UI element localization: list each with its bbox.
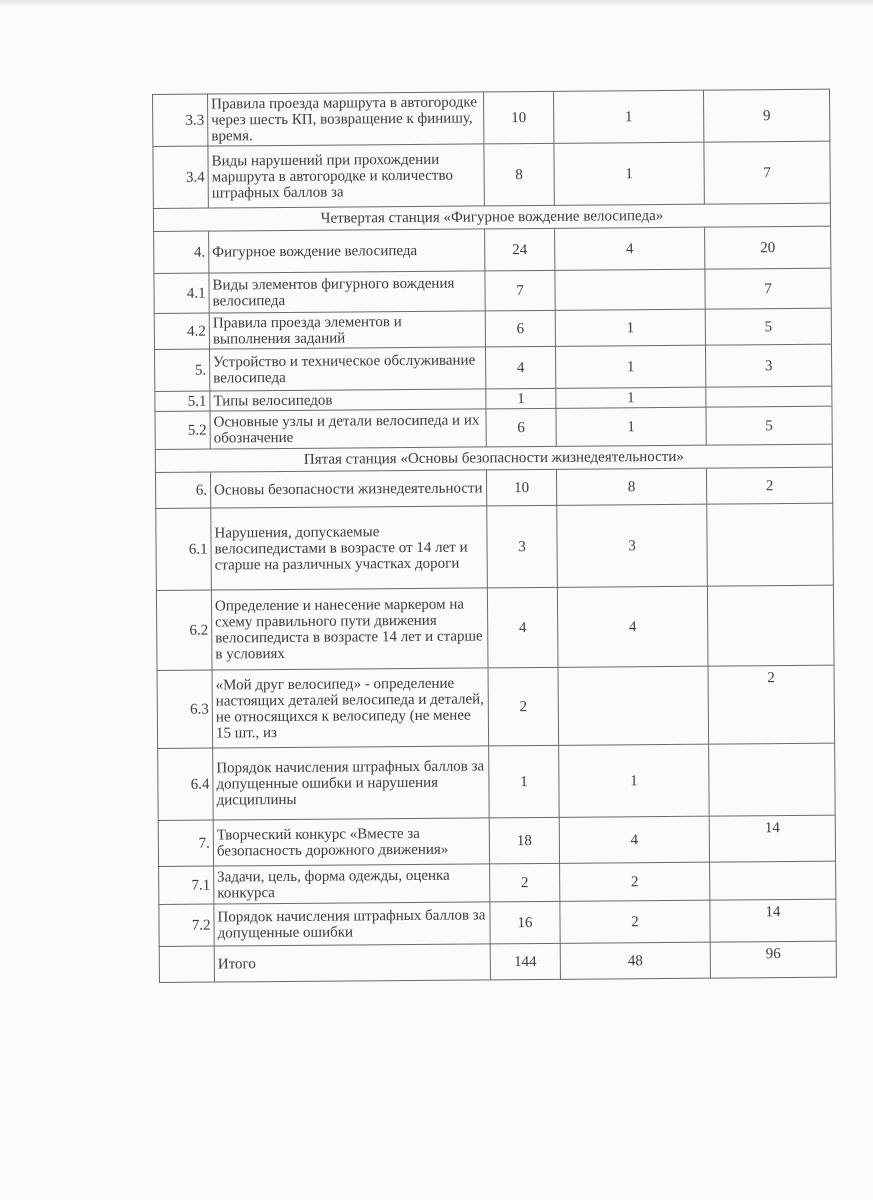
row-topic: Нарушения, допускаемые велосипедистами в возрасте от 14 лет и старше на различных участках дороги (211, 506, 488, 590)
table-row (159, 899, 836, 946)
row-theory-hours: 4 (555, 227, 705, 270)
row-total-hours: 6 (486, 408, 556, 447)
row-practice-hours: 7 (704, 141, 830, 204)
row-number: 4.2 (154, 313, 209, 349)
row-theory-hours: 1 (559, 744, 710, 817)
row-number: 7.1 (159, 866, 214, 904)
row-topic: Определение и нанесение маркером на схему правильного пути движения велосипедиста в возрасте 14 лет и старше в условиях (211, 588, 488, 670)
row-topic: Типы велосипедов (210, 389, 486, 411)
row-number: 6.3 (157, 670, 213, 748)
table-row (158, 815, 835, 866)
row-number: 5. (155, 349, 210, 391)
row-total-hours: 10 (486, 469, 556, 506)
row-practice-hours: 3 (705, 344, 831, 387)
row-total-hours: 16 (490, 901, 560, 944)
table-row (153, 141, 830, 208)
row-theory-hours: 1 (554, 142, 704, 205)
row-theory-hours: 1 (553, 90, 703, 143)
row-practice-hours (707, 503, 834, 586)
row-theory-hours: 2 (560, 862, 710, 901)
table-row (156, 503, 834, 590)
row-number: 5.1 (155, 391, 210, 411)
section-title: Четвертая станция «Фигурное вождение велосипеда» (153, 203, 830, 231)
row-total-hours: 1 (489, 745, 560, 818)
row-topic: Устройство и техническое обслуживание велосипеда (210, 347, 486, 391)
row-number: 3.4 (153, 146, 208, 208)
row-total-hours: 144 (490, 943, 560, 980)
row-total-hours: 6 (485, 310, 555, 347)
row-total-hours: 3 (487, 505, 558, 588)
table-row (155, 467, 832, 508)
row-number: 6.4 (158, 748, 214, 820)
table-row (155, 344, 832, 391)
row-theory-hours: 2 (560, 900, 710, 943)
row-theory-hours (558, 666, 709, 745)
row-total-hours: 2 (490, 863, 560, 902)
row-theory-hours: 4 (559, 816, 709, 863)
table-row (155, 406, 832, 449)
row-topic: Виды нарушений при прохождении маршрута в автогородке и количество штрафных баллов за (208, 144, 484, 208)
row-practice-hours: 5 (705, 308, 831, 345)
table-row (158, 743, 836, 820)
section-title: Пятая станция «Основы безопасности жизнедеятельности» (155, 444, 832, 472)
row-practice-hours: 14 (710, 899, 836, 942)
row-number: 6.2 (156, 590, 212, 670)
table-row (154, 268, 831, 313)
row-theory-hours (555, 269, 705, 310)
row-topic: Правила проезда элементов и выполнения заданий (209, 311, 485, 349)
row-total-hours: 8 (484, 143, 554, 206)
curriculum-table (152, 89, 837, 983)
row-topic: Виды элементов фигурного вождения велосипеда (209, 271, 485, 313)
row-total-hours: 2 (488, 667, 559, 746)
row-theory-hours: 3 (557, 504, 708, 587)
row-number: 3.3 (153, 94, 208, 146)
row-number: 4.1 (154, 273, 209, 313)
row-topic: Основные узлы и детали велосипеда и их обозначение (210, 409, 486, 449)
row-practice-hours (706, 386, 832, 407)
row-number (159, 946, 214, 982)
row-total-hours: 4 (487, 587, 558, 668)
row-theory-hours: 1 (555, 345, 705, 388)
row-number: 4. (154, 231, 209, 273)
row-number: 6. (155, 472, 210, 508)
row-total-hours: 1 (486, 388, 556, 409)
table-row (159, 861, 836, 904)
row-topic: Основы безопасности жизнедеятельности (210, 470, 486, 508)
row-theory-hours: 8 (556, 468, 706, 505)
table-row (153, 89, 830, 146)
table-row (156, 585, 834, 670)
row-practice-hours (707, 585, 834, 666)
row-total-hours: 24 (485, 228, 555, 271)
row-practice-hours (710, 861, 836, 900)
table-row (159, 941, 836, 982)
scan-edge (0, 0, 873, 6)
row-practice-hours: 14 (709, 815, 835, 862)
row-practice-hours: 5 (706, 406, 832, 445)
table-body (153, 89, 837, 982)
table-row (154, 308, 831, 349)
row-topic: Порядок начисления штрафных баллов за допущенные ошибки (214, 902, 490, 946)
row-practice-hours (709, 743, 836, 816)
table-row (154, 226, 831, 273)
row-topic: Задачи, цель, форма одежды, оценка конкурса (214, 864, 490, 904)
row-practice-hours: 9 (703, 89, 829, 142)
document-page (152, 89, 836, 983)
row-number: 5.2 (155, 411, 210, 449)
row-number: 6.1 (156, 508, 212, 590)
row-number: 7.2 (159, 904, 214, 946)
row-topic: Итого (214, 944, 490, 982)
table-row (157, 665, 835, 748)
row-theory-hours: 48 (560, 942, 710, 979)
row-practice-hours: 2 (708, 665, 835, 744)
row-theory-hours: 4 (557, 586, 708, 667)
row-topic: Порядок начисления штрафных баллов за допущенные ошибки и нарушения дисциплины (213, 746, 490, 820)
row-total-hours: 4 (485, 346, 555, 389)
row-theory-hours: 1 (556, 407, 706, 446)
row-total-hours: 10 (483, 91, 553, 144)
row-topic: Фигурное вождение велосипеда (209, 229, 485, 273)
row-theory-hours: 1 (556, 387, 706, 408)
row-total-hours: 18 (489, 817, 559, 864)
row-total-hours: 7 (485, 270, 555, 311)
row-theory-hours: 1 (555, 309, 705, 346)
row-practice-hours: 96 (710, 941, 836, 978)
row-practice-hours: 7 (705, 268, 831, 309)
row-practice-hours: 20 (705, 226, 831, 269)
row-topic: Правила проезда маршрута в автогородке через шесть КП, возвращение к финишу, время. (208, 92, 484, 146)
row-practice-hours: 2 (706, 467, 832, 504)
row-topic: «Мой друг велосипед» - определение настоящих деталей велосипеда и деталей, не относящихся к велосипеду (не менее 15 шт., из (212, 668, 489, 748)
row-topic: Творческий конкурс «Вместе за безопасность дорожного движения» (213, 818, 489, 866)
row-number: 7. (158, 820, 213, 866)
